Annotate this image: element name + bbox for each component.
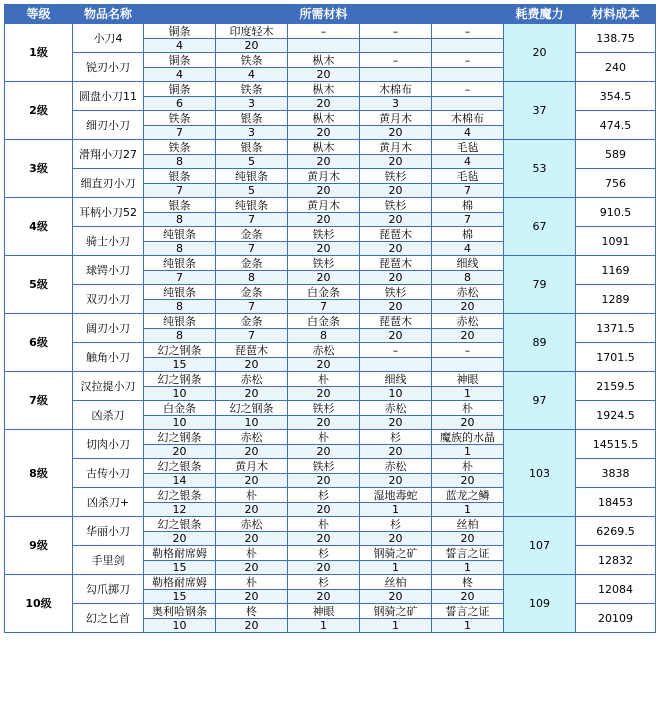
mana-cost: 53 bbox=[504, 140, 575, 197]
material-name: 琵琶木 bbox=[216, 343, 287, 357]
table-row bbox=[5, 372, 655, 386]
material-cost: 354.5 bbox=[576, 82, 655, 110]
material-quantity: 20 bbox=[216, 532, 287, 545]
material-name: 铁杉 bbox=[288, 459, 359, 473]
material-quantity: 8 bbox=[216, 271, 287, 284]
material-quantity: 20 bbox=[144, 445, 215, 458]
table-row bbox=[5, 24, 655, 38]
material-quantity: 10 bbox=[144, 619, 215, 632]
material-quantity bbox=[288, 39, 359, 52]
material-name: 棉 bbox=[432, 227, 503, 241]
mana-cost: 107 bbox=[504, 517, 575, 574]
material-quantity: 1 bbox=[360, 561, 431, 574]
material-name: 金条 bbox=[216, 256, 287, 270]
material-name: 黄月木 bbox=[288, 169, 359, 183]
item-name: 凶杀刀 bbox=[73, 401, 143, 429]
item-name: 耳柄小刀52 bbox=[73, 198, 143, 226]
material-quantity: 20 bbox=[288, 242, 359, 255]
level-label: 6级 bbox=[5, 314, 72, 371]
material-name: 朴 bbox=[216, 488, 287, 502]
material-quantity: 20 bbox=[144, 532, 215, 545]
mana-cost: 103 bbox=[504, 430, 575, 516]
level-label: 4级 bbox=[5, 198, 72, 255]
mana-cost: 97 bbox=[504, 372, 575, 429]
material-quantity: 1 bbox=[288, 619, 359, 632]
item-name: 小刀4 bbox=[73, 24, 143, 52]
material-quantity: 20 bbox=[216, 561, 287, 574]
material-name: 枞木 bbox=[288, 82, 359, 96]
material-quantity: 20 bbox=[360, 329, 431, 342]
material-name: – bbox=[432, 343, 503, 357]
material-name: 朴 bbox=[288, 430, 359, 444]
material-name: 幻之钢条 bbox=[144, 372, 215, 386]
material-quantity: 20 bbox=[432, 300, 503, 313]
level-label: 7级 bbox=[5, 372, 72, 429]
material-quantity: 20 bbox=[216, 619, 287, 632]
material-quantity: 20 bbox=[288, 503, 359, 516]
material-quantity: 20 bbox=[360, 474, 431, 487]
material-name: 纯银条 bbox=[144, 227, 215, 241]
material-cost: 1091 bbox=[576, 227, 655, 255]
material-name: 幻之银条 bbox=[144, 488, 215, 502]
material-name: 丝柏 bbox=[432, 517, 503, 531]
material-quantity: 20 bbox=[288, 271, 359, 284]
material-quantity: 4 bbox=[144, 39, 215, 52]
material-quantity: 4 bbox=[432, 242, 503, 255]
item-name: 切肉小刀 bbox=[73, 430, 143, 458]
material-quantity: 20 bbox=[288, 155, 359, 168]
mana-cost: 67 bbox=[504, 198, 575, 255]
material-name: 铜条 bbox=[144, 24, 215, 38]
item-name: 球锷小刀 bbox=[73, 256, 143, 284]
material-name: 朴 bbox=[288, 517, 359, 531]
level-label: 3级 bbox=[5, 140, 72, 197]
material-name: – bbox=[360, 343, 431, 357]
material-name: 杉 bbox=[360, 517, 431, 531]
table-row bbox=[5, 430, 655, 444]
material-quantity bbox=[432, 358, 503, 371]
material-name: 金条 bbox=[216, 227, 287, 241]
material-name: 银条 bbox=[144, 198, 215, 212]
material-name: 银条 bbox=[144, 169, 215, 183]
material-quantity: 20 bbox=[360, 590, 431, 603]
material-quantity: 4 bbox=[216, 68, 287, 81]
material-name: 朴 bbox=[288, 372, 359, 386]
material-quantity: 20 bbox=[216, 387, 287, 400]
material-name: 黄月木 bbox=[360, 111, 431, 125]
item-name: 古传小刀 bbox=[73, 459, 143, 487]
material-name: 铁条 bbox=[216, 82, 287, 96]
material-quantity: 1 bbox=[360, 503, 431, 516]
material-cost: 474.5 bbox=[576, 111, 655, 139]
material-name: 铜条 bbox=[144, 53, 215, 67]
material-cost: 12832 bbox=[576, 546, 655, 574]
material-quantity: 10 bbox=[144, 416, 215, 429]
material-name: – bbox=[432, 53, 503, 67]
material-name: 金条 bbox=[216, 285, 287, 299]
material-name: 湿地毒蛇 bbox=[360, 488, 431, 502]
material-cost: 589 bbox=[576, 140, 655, 168]
table-row bbox=[5, 256, 655, 270]
material-quantity: 8 bbox=[144, 242, 215, 255]
material-quantity: 20 bbox=[432, 532, 503, 545]
material-cost: 138.75 bbox=[576, 24, 655, 52]
table-row bbox=[5, 517, 655, 531]
material-quantity: 12 bbox=[144, 503, 215, 516]
material-name: 朴 bbox=[216, 575, 287, 589]
material-quantity: 1 bbox=[432, 619, 503, 632]
header-cost: 材料成本 bbox=[576, 5, 655, 23]
item-name: 细刃小刀 bbox=[73, 111, 143, 139]
material-quantity: 20 bbox=[360, 155, 431, 168]
header-mana: 耗费魔力 bbox=[504, 5, 575, 23]
level-label: 1级 bbox=[5, 24, 72, 81]
material-name: 木棉布 bbox=[432, 111, 503, 125]
material-name: 纯银条 bbox=[144, 314, 215, 328]
material-cost: 3838 bbox=[576, 459, 655, 487]
material-quantity: 20 bbox=[360, 213, 431, 226]
material-quantity: 20 bbox=[288, 358, 359, 371]
material-quantity: 8 bbox=[144, 155, 215, 168]
material-name: 白金条 bbox=[144, 401, 215, 415]
material-name: 幻之钢条 bbox=[144, 343, 215, 357]
material-quantity: 20 bbox=[432, 590, 503, 603]
material-quantity: 1 bbox=[432, 503, 503, 516]
material-quantity: 1 bbox=[432, 387, 503, 400]
material-quantity: 3 bbox=[360, 97, 431, 110]
material-name: 铁杉 bbox=[288, 401, 359, 415]
item-name: 华丽小刀 bbox=[73, 517, 143, 545]
level-label: 8级 bbox=[5, 430, 72, 516]
material-quantity bbox=[360, 358, 431, 371]
material-quantity: 20 bbox=[360, 445, 431, 458]
level-label: 9级 bbox=[5, 517, 72, 574]
material-name: 细线 bbox=[360, 372, 431, 386]
material-name: 赤松 bbox=[360, 401, 431, 415]
material-cost: 12084 bbox=[576, 575, 655, 603]
material-name: 金条 bbox=[216, 314, 287, 328]
material-quantity: 3 bbox=[216, 126, 287, 139]
material-name: 黄月木 bbox=[288, 198, 359, 212]
material-quantity: 4 bbox=[144, 68, 215, 81]
material-cost: 756 bbox=[576, 169, 655, 197]
material-name: 钢骑之矿 bbox=[360, 546, 431, 560]
material-quantity: 20 bbox=[288, 184, 359, 197]
material-cost: 18453 bbox=[576, 488, 655, 516]
material-name: 丝柏 bbox=[360, 575, 431, 589]
item-name: 触角小刀 bbox=[73, 343, 143, 371]
material-quantity: 15 bbox=[144, 358, 215, 371]
material-name: 白金条 bbox=[288, 285, 359, 299]
material-quantity: 20 bbox=[360, 126, 431, 139]
material-quantity: 7 bbox=[288, 300, 359, 313]
material-name: 铁杉 bbox=[360, 169, 431, 183]
material-name: 白金条 bbox=[288, 314, 359, 328]
material-quantity: 20 bbox=[288, 126, 359, 139]
material-name: 魔族的水晶 bbox=[432, 430, 503, 444]
level-label: 2级 bbox=[5, 82, 72, 139]
table-row bbox=[5, 198, 655, 212]
material-name: 神眼 bbox=[432, 372, 503, 386]
material-quantity: 8 bbox=[144, 329, 215, 342]
material-cost: 6269.5 bbox=[576, 517, 655, 545]
material-cost: 240 bbox=[576, 53, 655, 81]
material-quantity: 8 bbox=[288, 329, 359, 342]
mana-cost: 20 bbox=[504, 24, 575, 81]
material-cost: 2159.5 bbox=[576, 372, 655, 400]
material-name: 枞木 bbox=[288, 53, 359, 67]
material-quantity: 5 bbox=[216, 155, 287, 168]
material-quantity: 10 bbox=[216, 416, 287, 429]
material-quantity: 7 bbox=[216, 242, 287, 255]
item-name: 阔刃小刀 bbox=[73, 314, 143, 342]
material-name: 朴 bbox=[432, 401, 503, 415]
material-quantity: 20 bbox=[432, 416, 503, 429]
material-name: 赤松 bbox=[216, 430, 287, 444]
material-quantity: 7 bbox=[432, 213, 503, 226]
material-name: 琵琶木 bbox=[360, 256, 431, 270]
material-name: 奥利哈钢条 bbox=[144, 604, 215, 618]
material-cost: 20109 bbox=[576, 604, 655, 632]
mana-cost: 109 bbox=[504, 575, 575, 632]
table-row bbox=[5, 140, 655, 154]
material-name: 琵琶木 bbox=[360, 314, 431, 328]
material-quantity: 10 bbox=[360, 387, 431, 400]
material-cost: 1701.5 bbox=[576, 343, 655, 371]
material-name: – bbox=[432, 82, 503, 96]
level-label: 10级 bbox=[5, 575, 72, 632]
material-name: 杉 bbox=[288, 546, 359, 560]
material-name: 铁条 bbox=[144, 111, 215, 125]
material-name: 杉 bbox=[288, 488, 359, 502]
material-name: 黄月木 bbox=[216, 459, 287, 473]
material-name: 赤松 bbox=[216, 372, 287, 386]
material-quantity: 4 bbox=[432, 126, 503, 139]
material-name: 琵琶木 bbox=[360, 227, 431, 241]
material-quantity: 15 bbox=[144, 561, 215, 574]
material-name: 赤松 bbox=[288, 343, 359, 357]
table-row bbox=[5, 314, 655, 328]
item-name: 汉拉提小刀 bbox=[73, 372, 143, 400]
material-quantity: 7 bbox=[216, 329, 287, 342]
material-cost: 1924.5 bbox=[576, 401, 655, 429]
material-name: 铁条 bbox=[144, 140, 215, 154]
material-name: 誓言之证 bbox=[432, 546, 503, 560]
item-name: 细直刃小刀 bbox=[73, 169, 143, 197]
material-name: 纯银条 bbox=[216, 169, 287, 183]
item-name: 凶杀刀+ bbox=[73, 488, 143, 516]
mana-cost: 79 bbox=[504, 256, 575, 313]
material-quantity: 20 bbox=[432, 474, 503, 487]
item-name: 圆盘小刀11 bbox=[73, 82, 143, 110]
table-row bbox=[5, 82, 655, 96]
material-cost: 14515.5 bbox=[576, 430, 655, 458]
material-quantity: 8 bbox=[144, 300, 215, 313]
material-name: 朴 bbox=[216, 546, 287, 560]
material-name: 黄月木 bbox=[360, 140, 431, 154]
material-quantity: 3 bbox=[216, 97, 287, 110]
material-quantity: 20 bbox=[216, 503, 287, 516]
material-quantity: 15 bbox=[144, 590, 215, 603]
header-materials: 所需材料 bbox=[144, 5, 503, 23]
material-name: 杉 bbox=[288, 575, 359, 589]
material-name: 铁杉 bbox=[360, 198, 431, 212]
material-name: 铁杉 bbox=[288, 256, 359, 270]
material-name: 誓言之证 bbox=[432, 604, 503, 618]
material-quantity: 7 bbox=[216, 213, 287, 226]
material-name: – bbox=[288, 24, 359, 38]
header-item-name: 物品名称 bbox=[73, 5, 143, 23]
mana-cost: 37 bbox=[504, 82, 575, 139]
material-quantity: 20 bbox=[288, 561, 359, 574]
material-name: – bbox=[360, 24, 431, 38]
material-quantity: 6 bbox=[144, 97, 215, 110]
item-name: 锐刃小刀 bbox=[73, 53, 143, 81]
material-name: 纯银条 bbox=[216, 198, 287, 212]
material-quantity: 20 bbox=[360, 271, 431, 284]
material-quantity: 7 bbox=[432, 184, 503, 197]
material-quantity: 20 bbox=[360, 242, 431, 255]
material-quantity: 20 bbox=[360, 184, 431, 197]
material-quantity: 20 bbox=[288, 445, 359, 458]
material-name: 神眼 bbox=[288, 604, 359, 618]
material-name: 赤松 bbox=[432, 285, 503, 299]
material-quantity: 7 bbox=[144, 184, 215, 197]
material-quantity: 7 bbox=[144, 126, 215, 139]
material-name: 细线 bbox=[432, 256, 503, 270]
material-name: – bbox=[432, 24, 503, 38]
material-cost: 910.5 bbox=[576, 198, 655, 226]
item-name: 勾爪掷刀 bbox=[73, 575, 143, 603]
material-cost: 1289 bbox=[576, 285, 655, 313]
material-name: 纯银条 bbox=[144, 285, 215, 299]
material-quantity: 20 bbox=[360, 300, 431, 313]
material-name: 枞木 bbox=[288, 111, 359, 125]
material-name: 勒格耐席姆 bbox=[144, 575, 215, 589]
material-quantity bbox=[432, 39, 503, 52]
material-quantity: 8 bbox=[144, 213, 215, 226]
header-row bbox=[5, 5, 655, 23]
material-name: 铁条 bbox=[216, 53, 287, 67]
material-name: 毛毡 bbox=[432, 140, 503, 154]
material-quantity bbox=[360, 68, 431, 81]
table-row bbox=[5, 575, 655, 589]
material-quantity: 1 bbox=[360, 619, 431, 632]
material-quantity: 20 bbox=[360, 416, 431, 429]
crafting-table bbox=[4, 4, 656, 633]
material-name: 柊 bbox=[432, 575, 503, 589]
material-name: 幻之银条 bbox=[144, 517, 215, 531]
material-quantity: 7 bbox=[216, 300, 287, 313]
material-quantity: 5 bbox=[216, 184, 287, 197]
material-quantity: 20 bbox=[288, 97, 359, 110]
material-name: 钢骑之矿 bbox=[360, 604, 431, 618]
material-name: 印度轻木 bbox=[216, 24, 287, 38]
material-name: 棉 bbox=[432, 198, 503, 212]
material-quantity: 20 bbox=[360, 532, 431, 545]
material-quantity: 20 bbox=[216, 39, 287, 52]
material-name: 银条 bbox=[216, 140, 287, 154]
material-name: 纯银条 bbox=[144, 256, 215, 270]
material-name: 杉 bbox=[360, 430, 431, 444]
material-name: 枞木 bbox=[288, 140, 359, 154]
material-quantity: 1 bbox=[432, 561, 503, 574]
material-name: 赤松 bbox=[216, 517, 287, 531]
item-name: 手里剑 bbox=[73, 546, 143, 574]
material-name: 赤松 bbox=[432, 314, 503, 328]
material-quantity bbox=[360, 39, 431, 52]
table-body bbox=[5, 24, 655, 632]
material-quantity: 20 bbox=[288, 213, 359, 226]
material-name: 赤松 bbox=[360, 459, 431, 473]
material-quantity bbox=[432, 68, 503, 81]
material-quantity: 20 bbox=[288, 68, 359, 81]
material-quantity: 14 bbox=[144, 474, 215, 487]
header-level: 等级 bbox=[5, 5, 72, 23]
material-name: 朴 bbox=[432, 459, 503, 473]
material-name: 幻之银条 bbox=[144, 459, 215, 473]
material-name: 幻之钢条 bbox=[144, 430, 215, 444]
material-quantity: 20 bbox=[288, 532, 359, 545]
material-cost: 1371.5 bbox=[576, 314, 655, 342]
material-name: 蓝龙之鳞 bbox=[432, 488, 503, 502]
item-name: 骑士小刀 bbox=[73, 227, 143, 255]
material-name: – bbox=[360, 53, 431, 67]
material-cost: 1169 bbox=[576, 256, 655, 284]
material-quantity: 20 bbox=[288, 590, 359, 603]
material-quantity: 7 bbox=[144, 271, 215, 284]
material-quantity: 20 bbox=[216, 358, 287, 371]
level-label: 5级 bbox=[5, 256, 72, 313]
material-quantity: 20 bbox=[288, 416, 359, 429]
material-name: 铁杉 bbox=[360, 285, 431, 299]
material-name: 铁杉 bbox=[288, 227, 359, 241]
material-quantity: 4 bbox=[432, 155, 503, 168]
material-quantity: 1 bbox=[432, 445, 503, 458]
material-name: 柊 bbox=[216, 604, 287, 618]
material-quantity bbox=[432, 97, 503, 110]
material-name: 幻之钢条 bbox=[216, 401, 287, 415]
material-name: 铜条 bbox=[144, 82, 215, 96]
material-quantity: 20 bbox=[288, 387, 359, 400]
material-quantity: 10 bbox=[144, 387, 215, 400]
material-name: 银条 bbox=[216, 111, 287, 125]
material-quantity: 20 bbox=[288, 474, 359, 487]
material-quantity: 20 bbox=[216, 590, 287, 603]
material-quantity: 20 bbox=[432, 329, 503, 342]
material-name: 毛毡 bbox=[432, 169, 503, 183]
item-name: 幻之匕首 bbox=[73, 604, 143, 632]
material-quantity: 20 bbox=[216, 445, 287, 458]
item-name: 滑翔小刀27 bbox=[73, 140, 143, 168]
material-quantity: 20 bbox=[216, 474, 287, 487]
material-quantity: 8 bbox=[432, 271, 503, 284]
mana-cost: 89 bbox=[504, 314, 575, 371]
item-name: 双刃小刀 bbox=[73, 285, 143, 313]
material-name: 勒格耐席姆 bbox=[144, 546, 215, 560]
material-name: 木棉布 bbox=[360, 82, 431, 96]
